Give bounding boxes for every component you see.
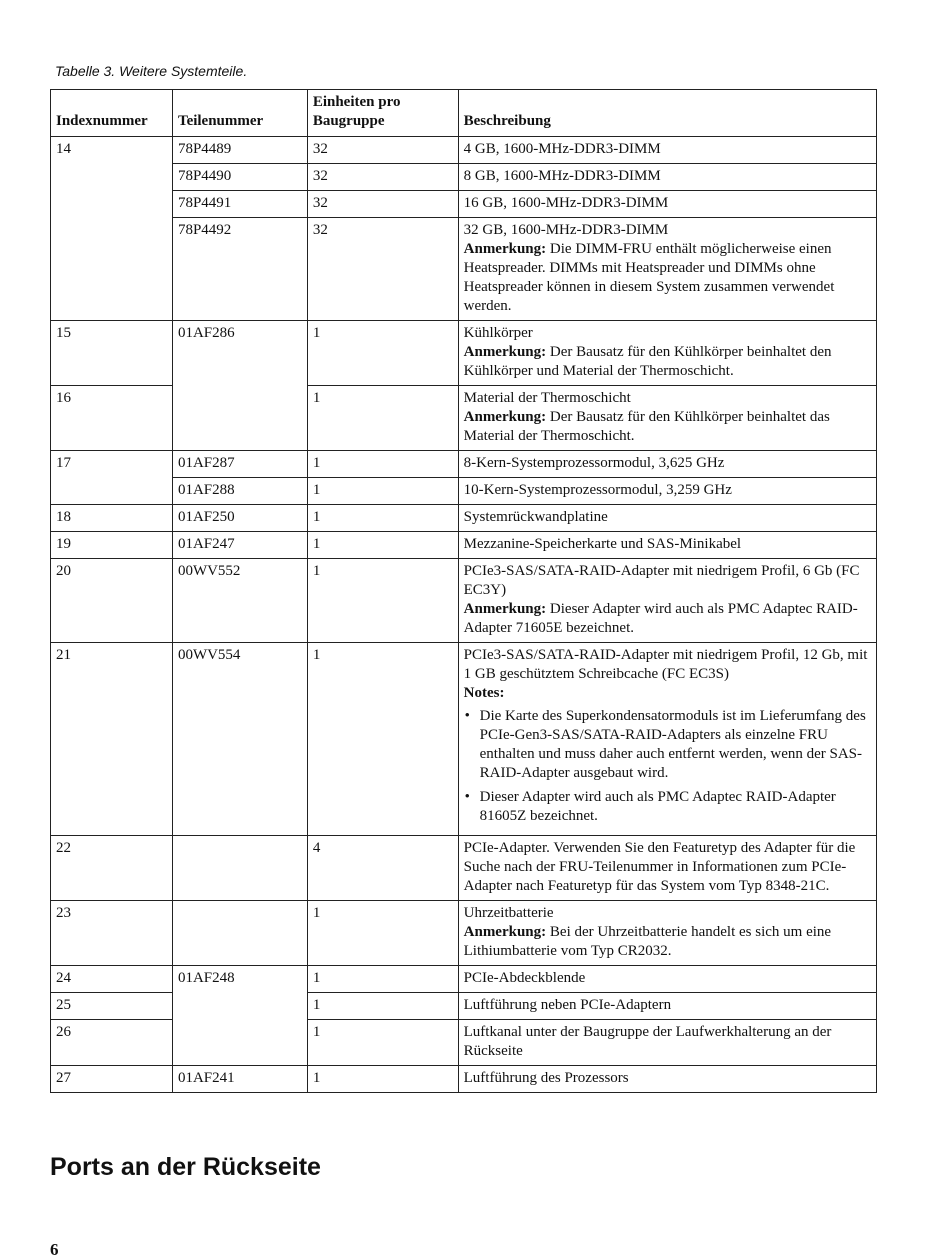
part-cell: 01AF287 xyxy=(172,451,307,478)
index-cell: 14 xyxy=(51,137,173,321)
description-note xyxy=(464,240,871,316)
table-row xyxy=(51,137,877,164)
table-caption: Tabelle 3. Weitere Systemteile. xyxy=(55,63,248,79)
note-text: Die DIMM-FRU enthält möglicherweise einen Heatspreader. DIMMs mit Heatspreader und DIMMs ohne Heatspreader können in diesem System zusammen verwendet werden. xyxy=(463,241,835,314)
table-row xyxy=(51,1066,877,1093)
note-text: Dieser Adapter wird auch als PMC Adaptec RAID-Adapter 71605E bezeichnet. xyxy=(463,601,858,636)
description-note xyxy=(464,600,871,638)
part-cell: 78P4490 xyxy=(172,164,307,191)
part-cell: 78P4489 xyxy=(172,137,307,164)
description-cell xyxy=(458,386,876,451)
description-cell: 10-Kern-Systemprozessormodul, 3,259 GHz xyxy=(458,478,876,505)
units-cell: 1 xyxy=(307,1066,458,1093)
notes-label: Notes: xyxy=(463,685,505,701)
part-cell: 01AF247 xyxy=(172,532,307,559)
table-row xyxy=(51,836,877,901)
index-cell: 26 xyxy=(51,1020,173,1066)
table-row xyxy=(51,532,877,559)
description-text: 32 GB, 1600-MHz-DDR3-DIMM xyxy=(463,222,669,238)
description-cell xyxy=(458,218,876,321)
units-cell: 4 xyxy=(307,836,458,901)
table-row xyxy=(51,218,877,321)
part-cell xyxy=(172,836,307,901)
part-cell: 01AF288 xyxy=(172,478,307,505)
units-cell: 1 xyxy=(307,966,458,993)
list-item: • Dieser Adapter wird auch als PMC Adaptec RAID-Adapter 81605Z bezeichnet. xyxy=(464,788,871,826)
index-cell: 15 xyxy=(51,321,173,386)
units-cell: 1 xyxy=(307,643,458,836)
part-cell: 00WV554 xyxy=(172,643,307,836)
part-cell: 01AF241 xyxy=(172,1066,307,1093)
description-text: Material der Thermoschicht xyxy=(463,390,631,406)
description-text: PCIe3-SAS/SATA-RAID-Adapter mit niedrigem Profil, 12 Gb, mit 1 GB geschütztem Schreibcache (FC EC3S) xyxy=(463,647,868,682)
page-number: 6 xyxy=(50,1240,59,1259)
description-note xyxy=(464,408,871,446)
description-cell: PCIe-Adapter. Verwenden Sie den Featuretyp des Adapter für die Suche nach der FRU-Teilenummer in Informationen zum PCIe-Adapter nach Featuretyp für das System vom Typ 8348-21C. xyxy=(458,836,876,901)
note-label: Anmerkung: xyxy=(463,344,547,360)
description-cell: Mezzanine-Speicherkarte und SAS-Minikabel xyxy=(458,532,876,559)
description-cell xyxy=(458,321,876,386)
note-text: Der Bausatz für den Kühlkörper beinhaltet das Material der Thermoschicht. xyxy=(463,409,830,444)
units-cell: 1 xyxy=(307,321,458,386)
description-cell xyxy=(458,643,876,836)
part-cell: 01AF248 xyxy=(172,966,307,1066)
header-index: Indexnummer xyxy=(51,90,173,137)
section-title: Ports an der Rückseite xyxy=(50,1153,321,1181)
description-cell xyxy=(458,901,876,966)
units-cell: 1 xyxy=(307,559,458,643)
part-cell: 78P4491 xyxy=(172,191,307,218)
table-row xyxy=(51,478,877,505)
table-row xyxy=(51,505,877,532)
description-note xyxy=(464,923,871,961)
units-cell: 1 xyxy=(307,1020,458,1066)
index-cell: 21 xyxy=(51,643,173,836)
table-row xyxy=(51,164,877,191)
units-cell: 32 xyxy=(307,218,458,321)
units-cell: 1 xyxy=(307,505,458,532)
index-cell: 18 xyxy=(51,505,173,532)
note-text: Der Bausatz für den Kühlkörper beinhaltet den Kühlkörper und Material der Thermoschicht. xyxy=(463,344,832,379)
index-cell: 24 xyxy=(51,966,173,993)
index-cell: 22 xyxy=(51,836,173,901)
note-label: Anmerkung: xyxy=(463,924,547,940)
part-cell: 01AF286 xyxy=(172,321,307,451)
description-cell: 8 GB, 1600-MHz-DDR3-DIMM xyxy=(458,164,876,191)
units-cell: 32 xyxy=(307,191,458,218)
notes-list xyxy=(464,707,871,826)
units-cell: 1 xyxy=(307,993,458,1020)
index-cell: 19 xyxy=(51,532,173,559)
description-note xyxy=(464,343,871,381)
note-label: Anmerkung: xyxy=(463,409,547,425)
description-cell: 16 GB, 1600-MHz-DDR3-DIMM xyxy=(458,191,876,218)
description-text: PCIe3-SAS/SATA-RAID-Adapter mit niedrigem Profil, 6 Gb (FC EC3Y) xyxy=(463,563,860,598)
units-cell: 1 xyxy=(307,901,458,966)
table-row xyxy=(51,321,877,386)
description-text: Uhrzeitbatterie xyxy=(463,905,554,921)
description-cell xyxy=(458,559,876,643)
part-cell: 01AF250 xyxy=(172,505,307,532)
units-cell: 1 xyxy=(307,451,458,478)
note-label: Anmerkung: xyxy=(463,241,547,257)
note-label: Anmerkung: xyxy=(463,601,547,617)
parts-table xyxy=(50,89,877,1093)
table-row xyxy=(51,559,877,643)
description-cell: Luftführung des Prozessors xyxy=(458,1066,876,1093)
index-cell: 27 xyxy=(51,1066,173,1093)
index-cell: 17 xyxy=(51,451,173,505)
table-row xyxy=(51,966,877,993)
description-cell: Luftführung neben PCIe-Adaptern xyxy=(458,993,876,1020)
list-item: • Die Karte des Superkondensatormoduls ist im Lieferumfang des PCIe-Gen3-SAS/SATA-RAID-Adapters als einzelne FRU enthalten und muss daher auch entfernt werden, wenn der SAS-RAID-Adapter ausgebaut wird. xyxy=(464,707,871,783)
description-cell: PCIe-Abdeckblende xyxy=(458,966,876,993)
header-units: Einheiten pro Baugruppe xyxy=(307,90,458,137)
table-header-row xyxy=(51,90,877,137)
table-row xyxy=(51,451,877,478)
units-cell: 32 xyxy=(307,164,458,191)
part-cell: 78P4492 xyxy=(172,218,307,321)
description-text: Kühlkörper xyxy=(463,325,533,341)
note-text: Bei der Uhrzeitbatterie handelt es sich um eine Lithiumbatterie vom Typ CR2032. xyxy=(463,924,832,959)
table-row xyxy=(51,191,877,218)
description-cell: Luftkanal unter der Baugruppe der Laufwerkhalterung an der Rückseite xyxy=(458,1020,876,1066)
description-cell: 4 GB, 1600-MHz-DDR3-DIMM xyxy=(458,137,876,164)
units-cell: 1 xyxy=(307,532,458,559)
part-cell xyxy=(172,901,307,966)
header-description: Beschreibung xyxy=(458,90,876,137)
index-cell: 25 xyxy=(51,993,173,1020)
index-cell: 23 xyxy=(51,901,173,966)
description-cell: 8-Kern-Systemprozessormodul, 3,625 GHz xyxy=(458,451,876,478)
units-cell: 1 xyxy=(307,478,458,505)
table-row xyxy=(51,643,877,836)
header-part-number: Teilenummer xyxy=(172,90,307,137)
table-row xyxy=(51,901,877,966)
index-cell: 20 xyxy=(51,559,173,643)
index-cell: 16 xyxy=(51,386,173,451)
units-cell: 1 xyxy=(307,386,458,451)
part-cell: 00WV552 xyxy=(172,559,307,643)
description-cell: Systemrückwandplatine xyxy=(458,505,876,532)
units-cell: 32 xyxy=(307,137,458,164)
